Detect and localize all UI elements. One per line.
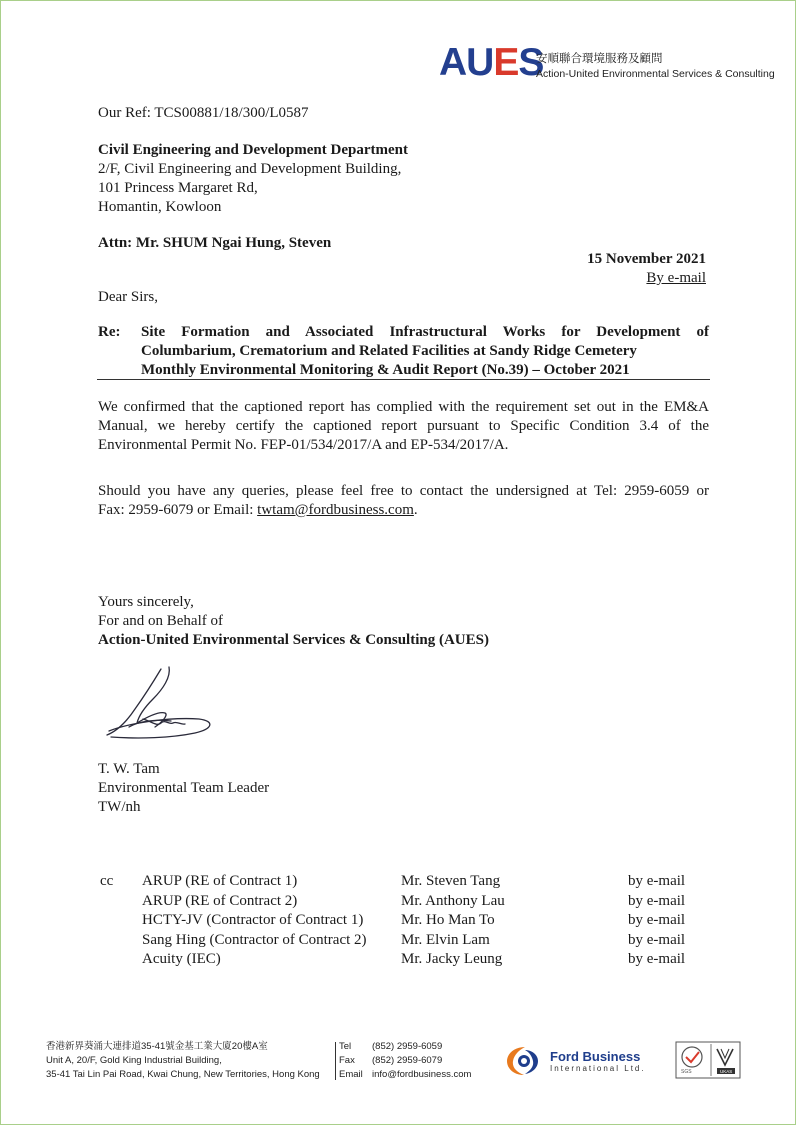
re-label: Re: (98, 324, 121, 340)
footer-contact (339, 1040, 471, 1082)
footer-address-line: Unit A, 20/F, Gold King Industrial Building, (46, 1055, 222, 1066)
subject-block (141, 323, 709, 380)
company-name-english: Action-United Environmental Services & Consulting (536, 68, 775, 80)
paragraph-line: Manual, we hereby certify the captioned report pursuant to Specific Condition 3.4 of the (98, 418, 709, 434)
footer-tel (339, 1040, 471, 1054)
ford-business-name: Ford Business (550, 1049, 641, 1064)
footer-address (46, 1040, 320, 1082)
our-reference: Our Ref: TCS00881/18/300/L0587 (98, 105, 309, 121)
footer-address-line: 35-41 Tai Lin Pai Road, Kwai Chung, New Territories, Hong Kong (46, 1069, 320, 1080)
cc-method: by e-mail (628, 951, 686, 967)
footer-email (339, 1068, 471, 1082)
closing-company: Action-United Environmental Services & Consulting (AUES) (98, 632, 489, 648)
cc-org: ARUP (RE of Contract 2) (142, 892, 298, 909)
ukas-label: UKAS (720, 1069, 733, 1074)
address-line: 101 Princess Margaret Rd, (98, 180, 258, 196)
cc-org: Acuity (IEC) (142, 951, 221, 967)
subject-line: Site Formation and Associated Infrastructural Works for Development of (141, 324, 709, 340)
cc-org: Sang Hing (Contractor of Contract 2) (142, 931, 367, 948)
cc-methods (628, 872, 685, 970)
footer-address-line: 香港新界葵涌大連排道35-41號金基工業大廈20樓A室 (46, 1041, 268, 1052)
cc-persons (401, 872, 505, 970)
handwritten-signature (99, 661, 219, 746)
paragraph-text: . (413, 502, 418, 518)
contact-value: (852) 2959-6079 (372, 1055, 443, 1066)
address-line: 2/F, Civil Engineering and Development Building, (98, 161, 402, 177)
logo-text: AUES (439, 41, 544, 84)
signer-title: Environmental Team Leader (98, 780, 270, 796)
paragraph-text: Fax: 2959-6079 or Email: (98, 502, 258, 518)
cc-person: Mr. Ho Man To (401, 912, 495, 928)
delivery-method: By e-mail (646, 270, 706, 286)
salutation: Dear Sirs, (98, 289, 158, 305)
cc-person: Mr. Jacky Leung (401, 951, 503, 967)
cc-person: Mr. Anthony Lau (401, 892, 505, 909)
contact-label: Tel (339, 1041, 352, 1052)
footer-fax (339, 1054, 471, 1068)
paragraph-line: Environmental Permit No. FEP-01/534/2017/A and EP-534/2017/A. (98, 437, 509, 453)
closing-behalf: For and on Behalf of (98, 613, 223, 629)
cc-method: by e-mail (628, 912, 686, 928)
contact-label: Email (339, 1069, 363, 1080)
ford-business-logo-icon (504, 1044, 546, 1078)
cc-person: Mr. Steven Tang (401, 873, 501, 889)
address-line: Homantin, Kowloon (98, 199, 222, 215)
paragraph-line (98, 501, 709, 520)
certification-paragraph (98, 398, 709, 455)
cc-org: ARUP (RE of Contract 1) (142, 873, 298, 889)
closing-sincerely: Yours sincerely, (98, 594, 194, 610)
signer-name: T. W. Tam (98, 761, 160, 777)
subject-line: Monthly Environmental Monitoring & Audit Report (No.39) – October 2021 (141, 362, 630, 378)
company-name-chinese: 安順聯合環境服務及顧問 (536, 53, 663, 65)
footer-divider (335, 1042, 336, 1080)
contact-value: (852) 2959-6059 (372, 1041, 443, 1052)
contact-paragraph (98, 482, 709, 520)
letter-date: 15 November 2021 (587, 251, 706, 267)
cc-method: by e-mail (628, 892, 686, 909)
recipient-address (98, 141, 408, 217)
ford-business-subtitle: International Ltd. (550, 1064, 646, 1073)
paragraph-line: Should you have any queries, please feel free to contact the undersigned at Tel: 2959-6059 or (98, 483, 709, 499)
cc-label: cc (100, 873, 114, 889)
email-link[interactable]: twtam@fordbusiness.com (257, 502, 414, 518)
cc-org: HCTY-JV (Contractor of Contract 1) (142, 912, 364, 928)
recipient-department: Civil Engineering and Development Department (98, 142, 408, 158)
closing-block (98, 593, 489, 650)
signer-block (98, 760, 269, 817)
cc-person: Mr. Elvin Lam (401, 931, 490, 948)
paragraph-line: We confirmed that the captioned report has complied with the requirement set out in the EM&A (98, 399, 709, 415)
subject-underline (97, 379, 710, 380)
contact-label: Fax (339, 1055, 355, 1066)
sgs-label: SGS (681, 1069, 692, 1075)
cc-method: by e-mail (628, 873, 686, 889)
aues-logo (439, 41, 543, 85)
signer-initials: TW/nh (98, 799, 141, 815)
subject-line: Columbarium, Crematorium and Related Facilities at Sandy Ridge Cemetery (141, 343, 637, 359)
contact-value: info@fordbusiness.com (372, 1069, 472, 1080)
attention-line: Attn: Mr. SHUM Ngai Hung, Steven (98, 235, 332, 251)
cc-method: by e-mail (628, 931, 686, 948)
cc-organizations (142, 872, 367, 970)
